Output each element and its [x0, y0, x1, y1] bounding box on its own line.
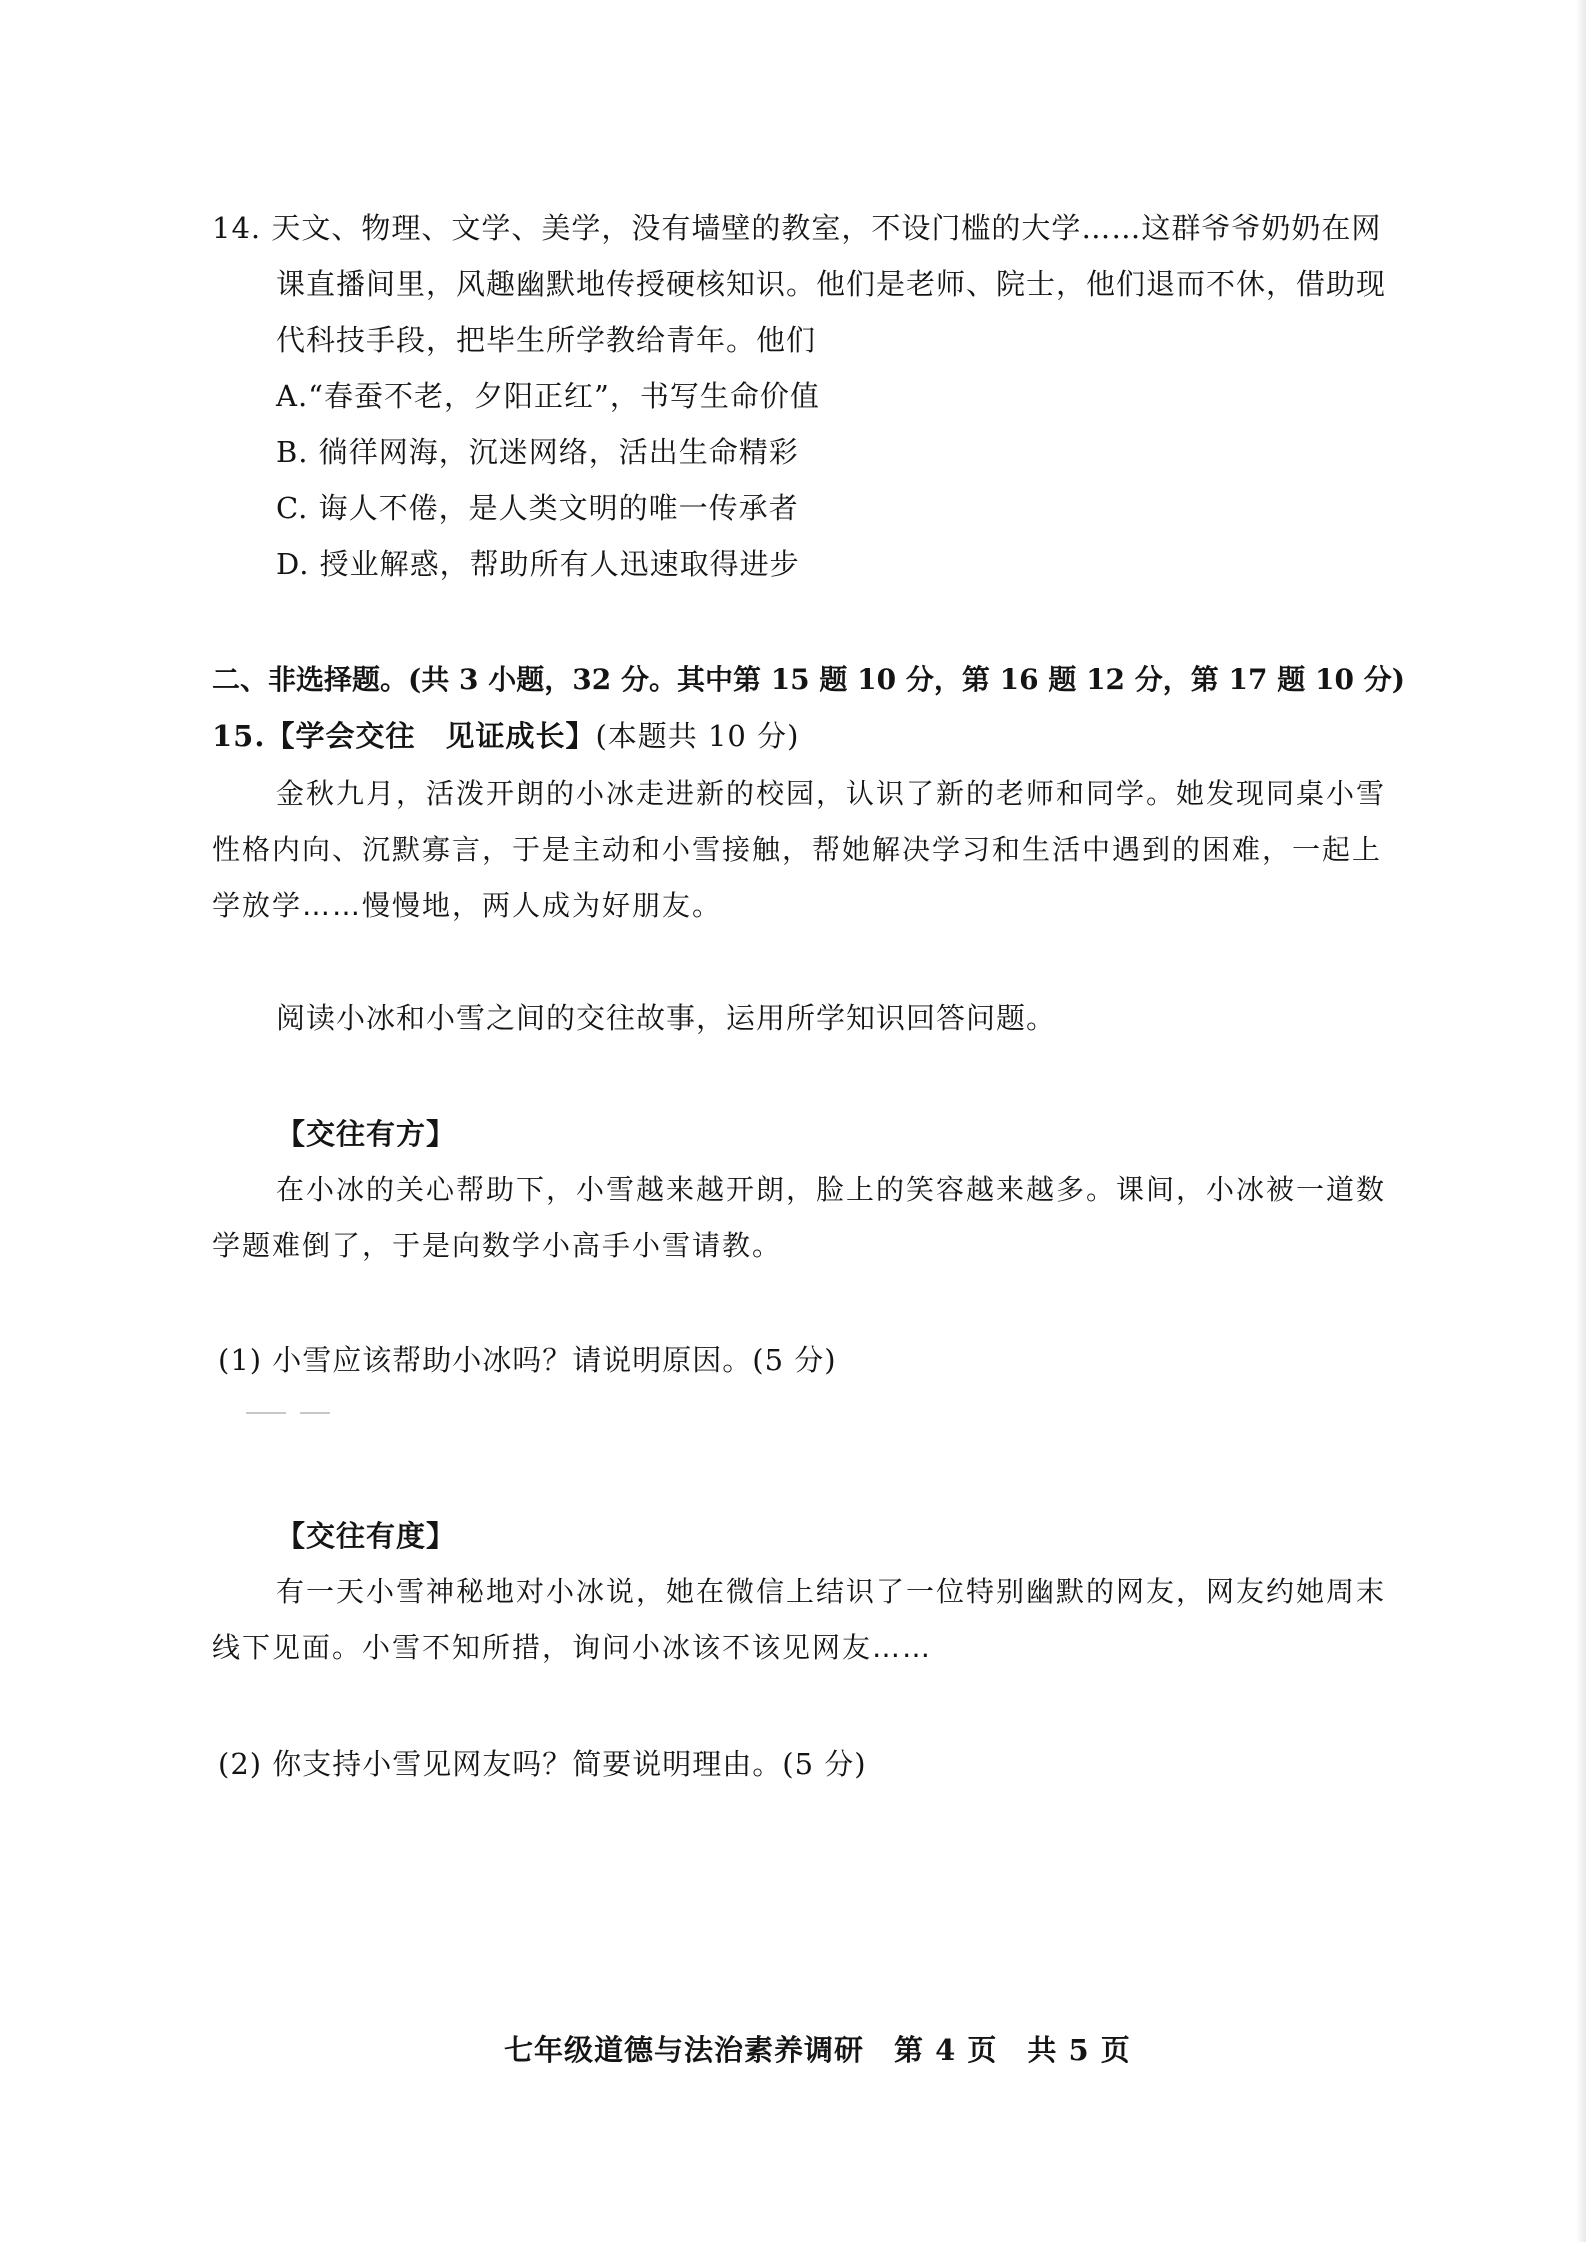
- part2-text-line-2: 线下见面。小雪不知所措，询问小冰该不该见网友……: [212, 1631, 933, 1664]
- q15-story-line-3: 学放学……慢慢地，两人成为好朋友。: [212, 889, 723, 922]
- q14-stem-line-1: 14. 天文、物理、文学、美学，没有墙壁的教室，不设门槛的大学……这群爷爷奶奶在网: [212, 211, 1382, 245]
- part2-text-line-1: 有一天小雪神秘地对小冰说，她在微信上结识了一位特别幽默的网友，网友约她周末: [276, 1575, 1387, 1608]
- scan-mark: [300, 1412, 330, 1414]
- part2-heading: 【交往有度】: [276, 1519, 457, 1553]
- part1-text-line-1: 在小冰的关心帮助下，小雪越来越开朗，脸上的笑容越来越多。课间，小冰被一道数: [276, 1173, 1387, 1206]
- q15-title-main: 15.【学会交往 见证成长】: [212, 719, 596, 753]
- scan-edge-shadow: [1576, 0, 1586, 2242]
- scan-mark: [246, 1412, 286, 1414]
- section-2-heading: 二、非选择题。(共 3 小题，32 分。其中第 15 题 10 分，第 16 题 12 分，第 17 题 10 分): [212, 663, 1405, 696]
- q15-title-points: (本题共 10 分): [595, 719, 800, 753]
- q14-option-a: A.“春蚕不老，夕阳正红”，书写生命价值: [276, 379, 820, 413]
- part1-heading: 【交往有方】: [276, 1117, 457, 1151]
- q14-option-c: C. 诲人不倦，是人类文明的唯一传承者: [276, 491, 799, 525]
- q15-story-line-2: 性格内向、沉默寡言，于是主动和小雪接触，帮她解决学习和生活中遇到的困难，一起上: [212, 833, 1383, 866]
- q14-stem-line-3: 代科技手段，把毕生所学教给青年。他们: [276, 323, 817, 357]
- part1-question: (1) 小雪应该帮助小冰吗？请说明原因。(5 分): [218, 1343, 837, 1377]
- q15-instruction: 阅读小冰和小雪之间的交往故事，运用所学知识回答问题。: [276, 1001, 1057, 1035]
- part2-question: (2) 你支持小雪见网友吗？简要说明理由。(5 分): [218, 1747, 867, 1781]
- q15-title: [212, 716, 799, 756]
- page-footer: 七年级道德与法治素养调研 第 4 页 共 5 页: [504, 2033, 1131, 2067]
- q14-option-b: B. 徜徉网海，沉迷网络，活出生命精彩: [276, 435, 799, 469]
- q14-option-d: D. 授业解惑，帮助所有人迅速取得进步: [276, 547, 800, 581]
- part1-text-line-2: 学题难倒了，于是向数学小高手小雪请教。: [212, 1229, 783, 1262]
- q15-story-line-1: 金秋九月，活泼开朗的小冰走进新的校园，认识了新的老师和同学。她发现同桌小雪: [276, 777, 1387, 810]
- q14-stem-line-2: 课直播间里，风趣幽默地传授硬核知识。他们是老师、院士，他们退而不休，借助现: [276, 267, 1387, 301]
